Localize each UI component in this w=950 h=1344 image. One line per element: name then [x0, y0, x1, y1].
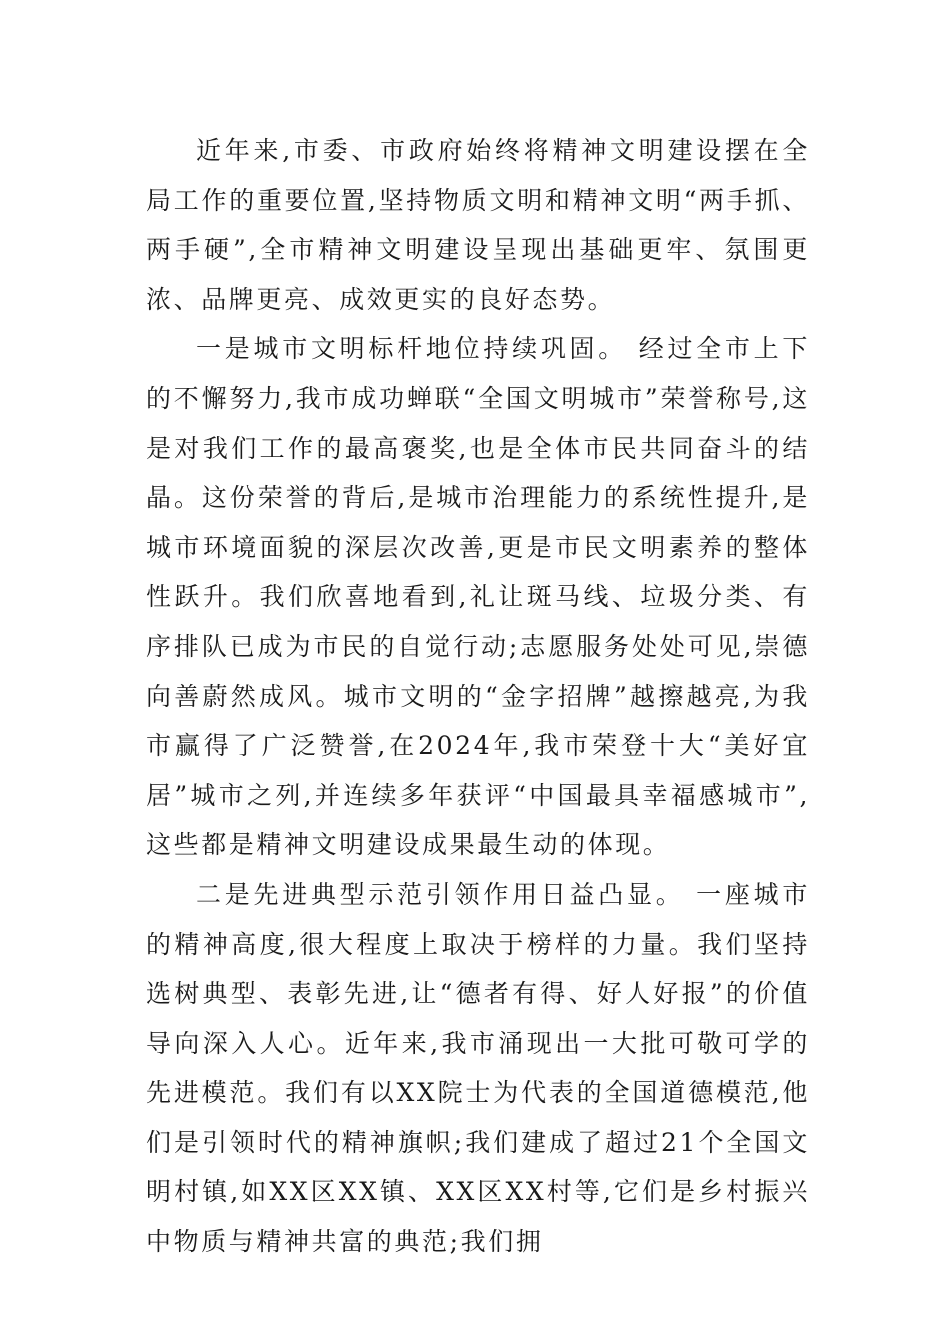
paragraph-section-two: 二是先进典型示范引领作用日益凸显。 一座城市的精神高度,很大程度上取决于榜样的力量。我们坚持选树典型、表彰先进,让“德者有得、好人好报”的价值导向深入人心。近年来,我市涌现出一大批可敬可学的先进模范。我们有以XX院士为代表的全国道德模范,他们是引领时代的精神旗帜;我们建成了超过21个全国文明村镇,如XX区XX镇、XX区XX村等,它们是乡村振兴中物质与精神共富的典范;我们拥: [146, 879, 810, 1257]
paragraph-section-one: 一是城市文明标杆地位持续巩固。 经过全市上下的不懈努力,我市成功蝉联“全国文明城市”荣誉称号,这是对我们工作的最高褒奖,也是全体市民共同奋斗的结晶。这份荣誉的背后,是城市治理能力的系统性提升,是城市环境面貌的深层次改善,更是市民文明素养的整体性跃升。我们欣喜地看到,礼让斑马线、垃圾分类、有序排队已成为市民的自觉行动;志愿服务处处可见,崇德向善蔚然成风。城市文明的“金字招牌”越擦越亮,为我市赢得了广泛赞誉,在2024年,我市荣登十大“美好宜居”城市之列,并连续多年获评“中国最具幸福感城市”,这些都是精神文明建设成果最生动的体现。: [146, 334, 810, 860]
paragraph-intro: 近年来,市委、市政府始终将精神文明建设摆在全局工作的重要位置,坚持物质文明和精神文明“两手抓、两手硬”,全市精神文明建设呈现出基础更牢、氛围更浓、品牌更亮、成效更实的良好态势。: [146, 136, 810, 314]
document-body: [146, 126, 810, 1267]
